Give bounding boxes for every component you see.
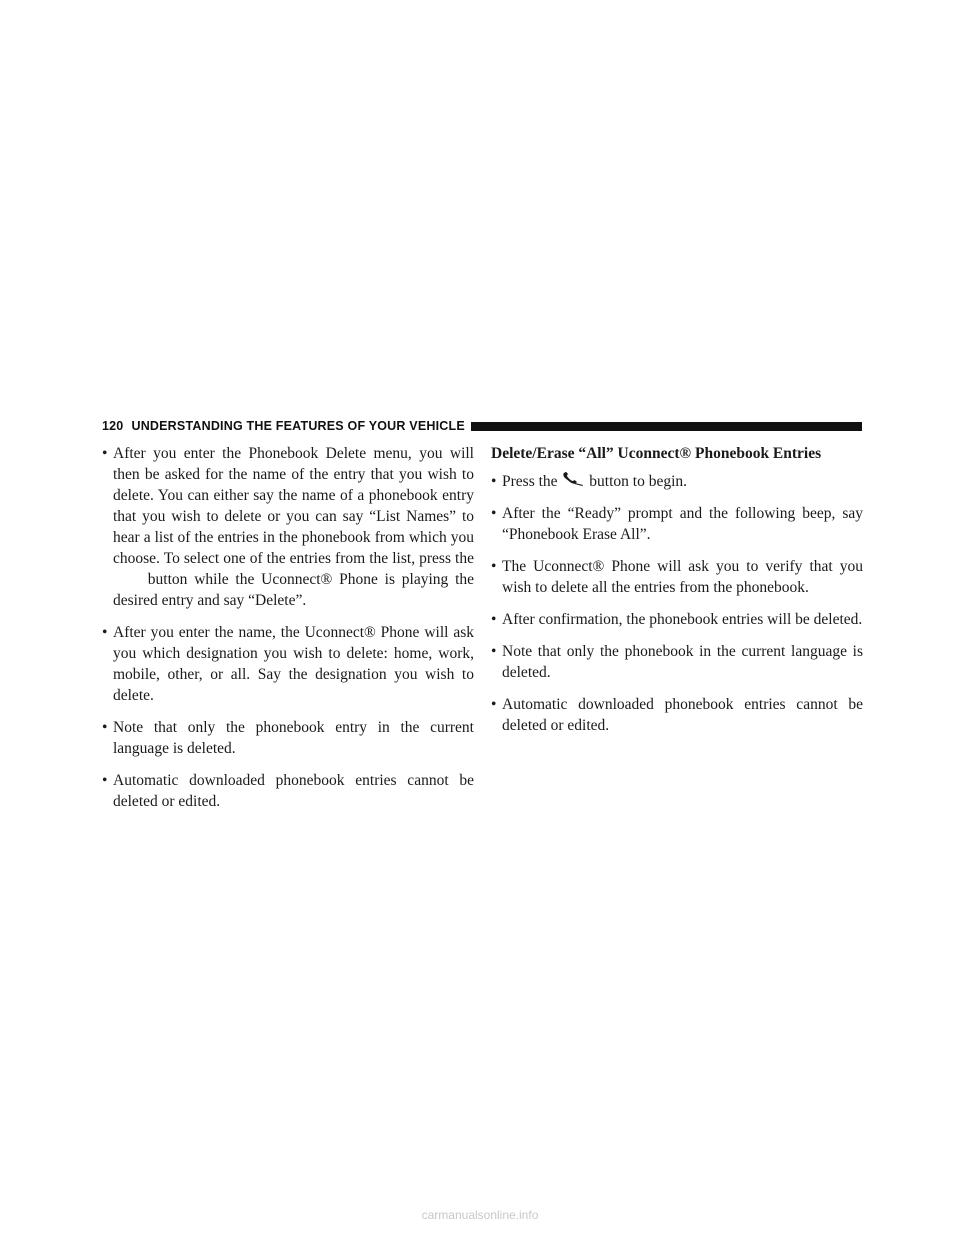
- bullet-mark: •: [102, 719, 108, 736]
- list-item: • Automatic downloaded phonebook entries cannot be deleted or edited.: [491, 696, 863, 734]
- left-bullet-list: [102, 443, 474, 812]
- page-number: 120: [102, 419, 124, 433]
- bullet-mark: •: [102, 445, 108, 462]
- bullet-mark: •: [491, 558, 497, 575]
- bullet-mark: •: [491, 473, 497, 490]
- list-item: • After you enter the Phonebook Delete menu, you will then be asked for the name of the entry that you wish to delete. You can either say the name of a phonebook entry that you wish to delete or you can say “List Names” to hear a list of the entries in the phonebook from which you choose. To select one of the entries from the list, press the button while the Uconnect® Phone is playing the desired entry and say “Delete”.: [102, 445, 475, 609]
- watermark: carmanualsonline.info: [421, 1208, 539, 1222]
- bullet-mark: •: [491, 611, 497, 628]
- list-item: • Note that only the phonebook entry in the current language is deleted.: [102, 719, 474, 757]
- bullet-mark: •: [102, 772, 108, 789]
- list-item: • Press the button to begin.: [491, 473, 688, 490]
- list-item: • After you enter the name, the Uconnect® Phone will ask you which designation you wish to delete: home, work, mobile, other, or all. Say the designation you wish to delete.: [102, 624, 474, 704]
- right-column: [491, 443, 863, 747]
- right-bullet-list: [491, 471, 863, 736]
- bullet-mark: •: [491, 696, 497, 713]
- page-header: [102, 416, 862, 436]
- section-heading: Delete/Erase “All” Uconnect® Phonebook Entries: [491, 445, 822, 462]
- list-item: • The Uconnect® Phone will ask you to verify that you wish to delete all the entries from the phonebook.: [491, 558, 863, 596]
- bullet-mark: •: [102, 624, 108, 641]
- phone-icon: [561, 471, 585, 487]
- list-item: • Note that only the phonebook in the current language is deleted.: [491, 643, 863, 681]
- list-item: • Automatic downloaded phonebook entries cannot be deleted or edited.: [102, 772, 474, 810]
- left-column: [102, 443, 474, 823]
- bullet-mark: •: [491, 505, 497, 522]
- list-item: • After confirmation, the phonebook entries will be deleted.: [491, 611, 863, 628]
- header-rule: [471, 422, 862, 431]
- list-item: • After the “Ready” prompt and the following beep, say “Phonebook Erase All”.: [491, 505, 863, 543]
- bullet-mark: •: [491, 643, 497, 660]
- section-title: UNDERSTANDING THE FEATURES OF YOUR VEHICLE: [131, 419, 465, 433]
